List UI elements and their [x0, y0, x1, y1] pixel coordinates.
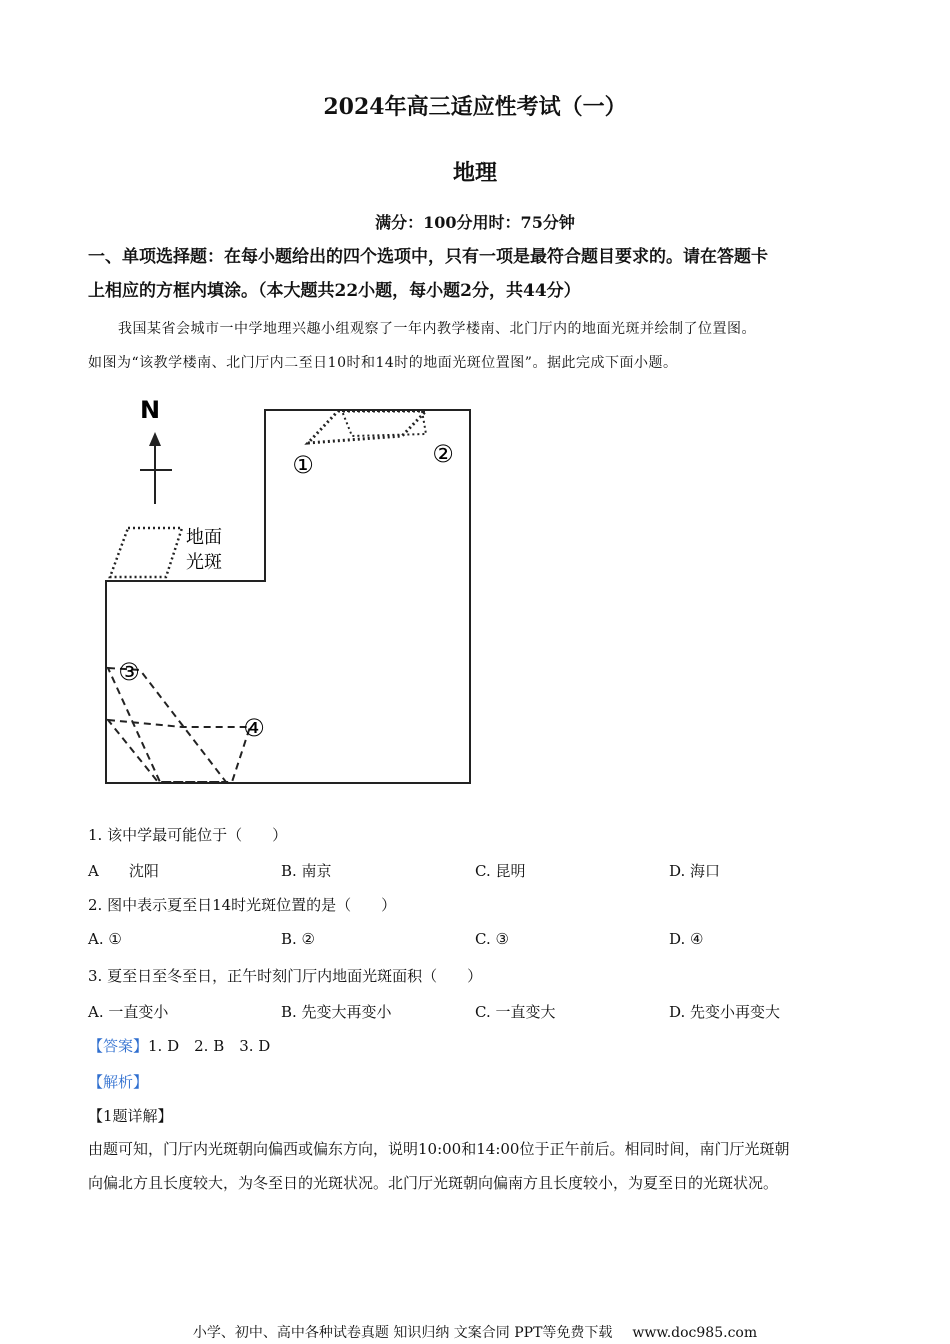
answer-text: 1. D 2. B 3. D	[148, 1037, 271, 1055]
question-2-option-d: D. ④	[669, 930, 704, 948]
detail-label: 【1题详解】	[88, 1107, 173, 1125]
question-3-option-a: A. 一直变小	[88, 1003, 169, 1021]
analysis-paragraph	[88, 1132, 868, 1200]
legend-spot-icon	[110, 528, 182, 577]
question-3-stem: 3. 夏至日至冬至日，正午时刻门厅内地面光斑面积（ ）	[88, 967, 483, 985]
intro-line2: 如图为“该教学楼南、北门厅内二至日10时和14时的地面光斑位置图”。据此完成下面小题。	[88, 355, 678, 371]
question-1-stem: 1. 该中学最可能位于（ ）	[88, 826, 288, 844]
marker-1: ①	[292, 451, 314, 479]
footer-text: 小学、初中、高中各种试卷真题 知识归纳 文案合同 PPT等免费下载	[192, 1325, 613, 1341]
section-heading-line1: 一、单项选择题：在每小题给出的四个选项中，只有一项是最符合题目要求的。请在答题卡	[88, 247, 768, 267]
question-3-option-d: D. 先变小再变大	[669, 1003, 781, 1021]
spot-south-4	[108, 720, 250, 782]
marker-4: ④	[243, 714, 265, 742]
section-heading-line2: 上相应的方框内填涂。（本大题共22小题，每小题2分，共44分）	[88, 281, 581, 301]
question-1-option-a: A 沈阳	[88, 862, 159, 880]
page-title: 2024年高三适应性考试（一）	[323, 94, 627, 120]
question-1-option-c: C. 昆明	[475, 862, 526, 880]
analysis-label: 【解析】	[88, 1073, 149, 1091]
north-arrow-icon	[140, 432, 172, 504]
spot-north-1	[308, 411, 426, 443]
building-outline	[106, 410, 470, 783]
question-2-option-a: A. ①	[88, 930, 122, 948]
answer-label: 【答案】	[88, 1037, 149, 1055]
marker-2: ②	[432, 440, 454, 468]
question-1-option-d: D. 海口	[669, 862, 721, 880]
analysis-line1: 由题可知，门厅内光斑朝向偏西或偏东方向，说明10:00和14:00位于正午前后。相同时间，南门厅光斑朝	[88, 1140, 790, 1158]
question-2-stem: 2. 图中表示夏至日14时光斑位置的是（ ）	[88, 896, 397, 914]
footer-link[interactable]: www.doc985.com	[632, 1325, 758, 1341]
legend-label-line1: 地面	[186, 527, 222, 548]
north-label: N	[139, 396, 161, 424]
question-3-option-c: C. 一直变大	[475, 1003, 556, 1021]
analysis-line	[88, 1071, 148, 1092]
intro-line1: 我国某省会城市一中学地理兴趣小组观察了一年内教学楼南、北门厅内的地面光斑并绘制了位置图。	[118, 321, 756, 337]
marker-3: ③	[118, 658, 140, 686]
subject-title: 地理	[452, 160, 497, 186]
analysis-line2: 向偏北方且长度较大，为冬至日的光斑状况。北门厅光斑朝向偏南方且长度较小，为夏至日的光斑状况。	[88, 1174, 779, 1192]
question-1-option-b: B. 南京	[281, 862, 332, 880]
question-3-option-b: B. 先变大再变小	[281, 1003, 392, 1021]
answer-line	[88, 1035, 270, 1056]
exam-meta: 满分：100分用时：75分钟	[375, 213, 575, 232]
legend-label-line2: 光斑	[186, 552, 222, 573]
page-footer	[0, 1322, 950, 1342]
question-2-option-c: C. ③	[475, 930, 509, 948]
question-2-option-b: B. ②	[281, 930, 316, 948]
